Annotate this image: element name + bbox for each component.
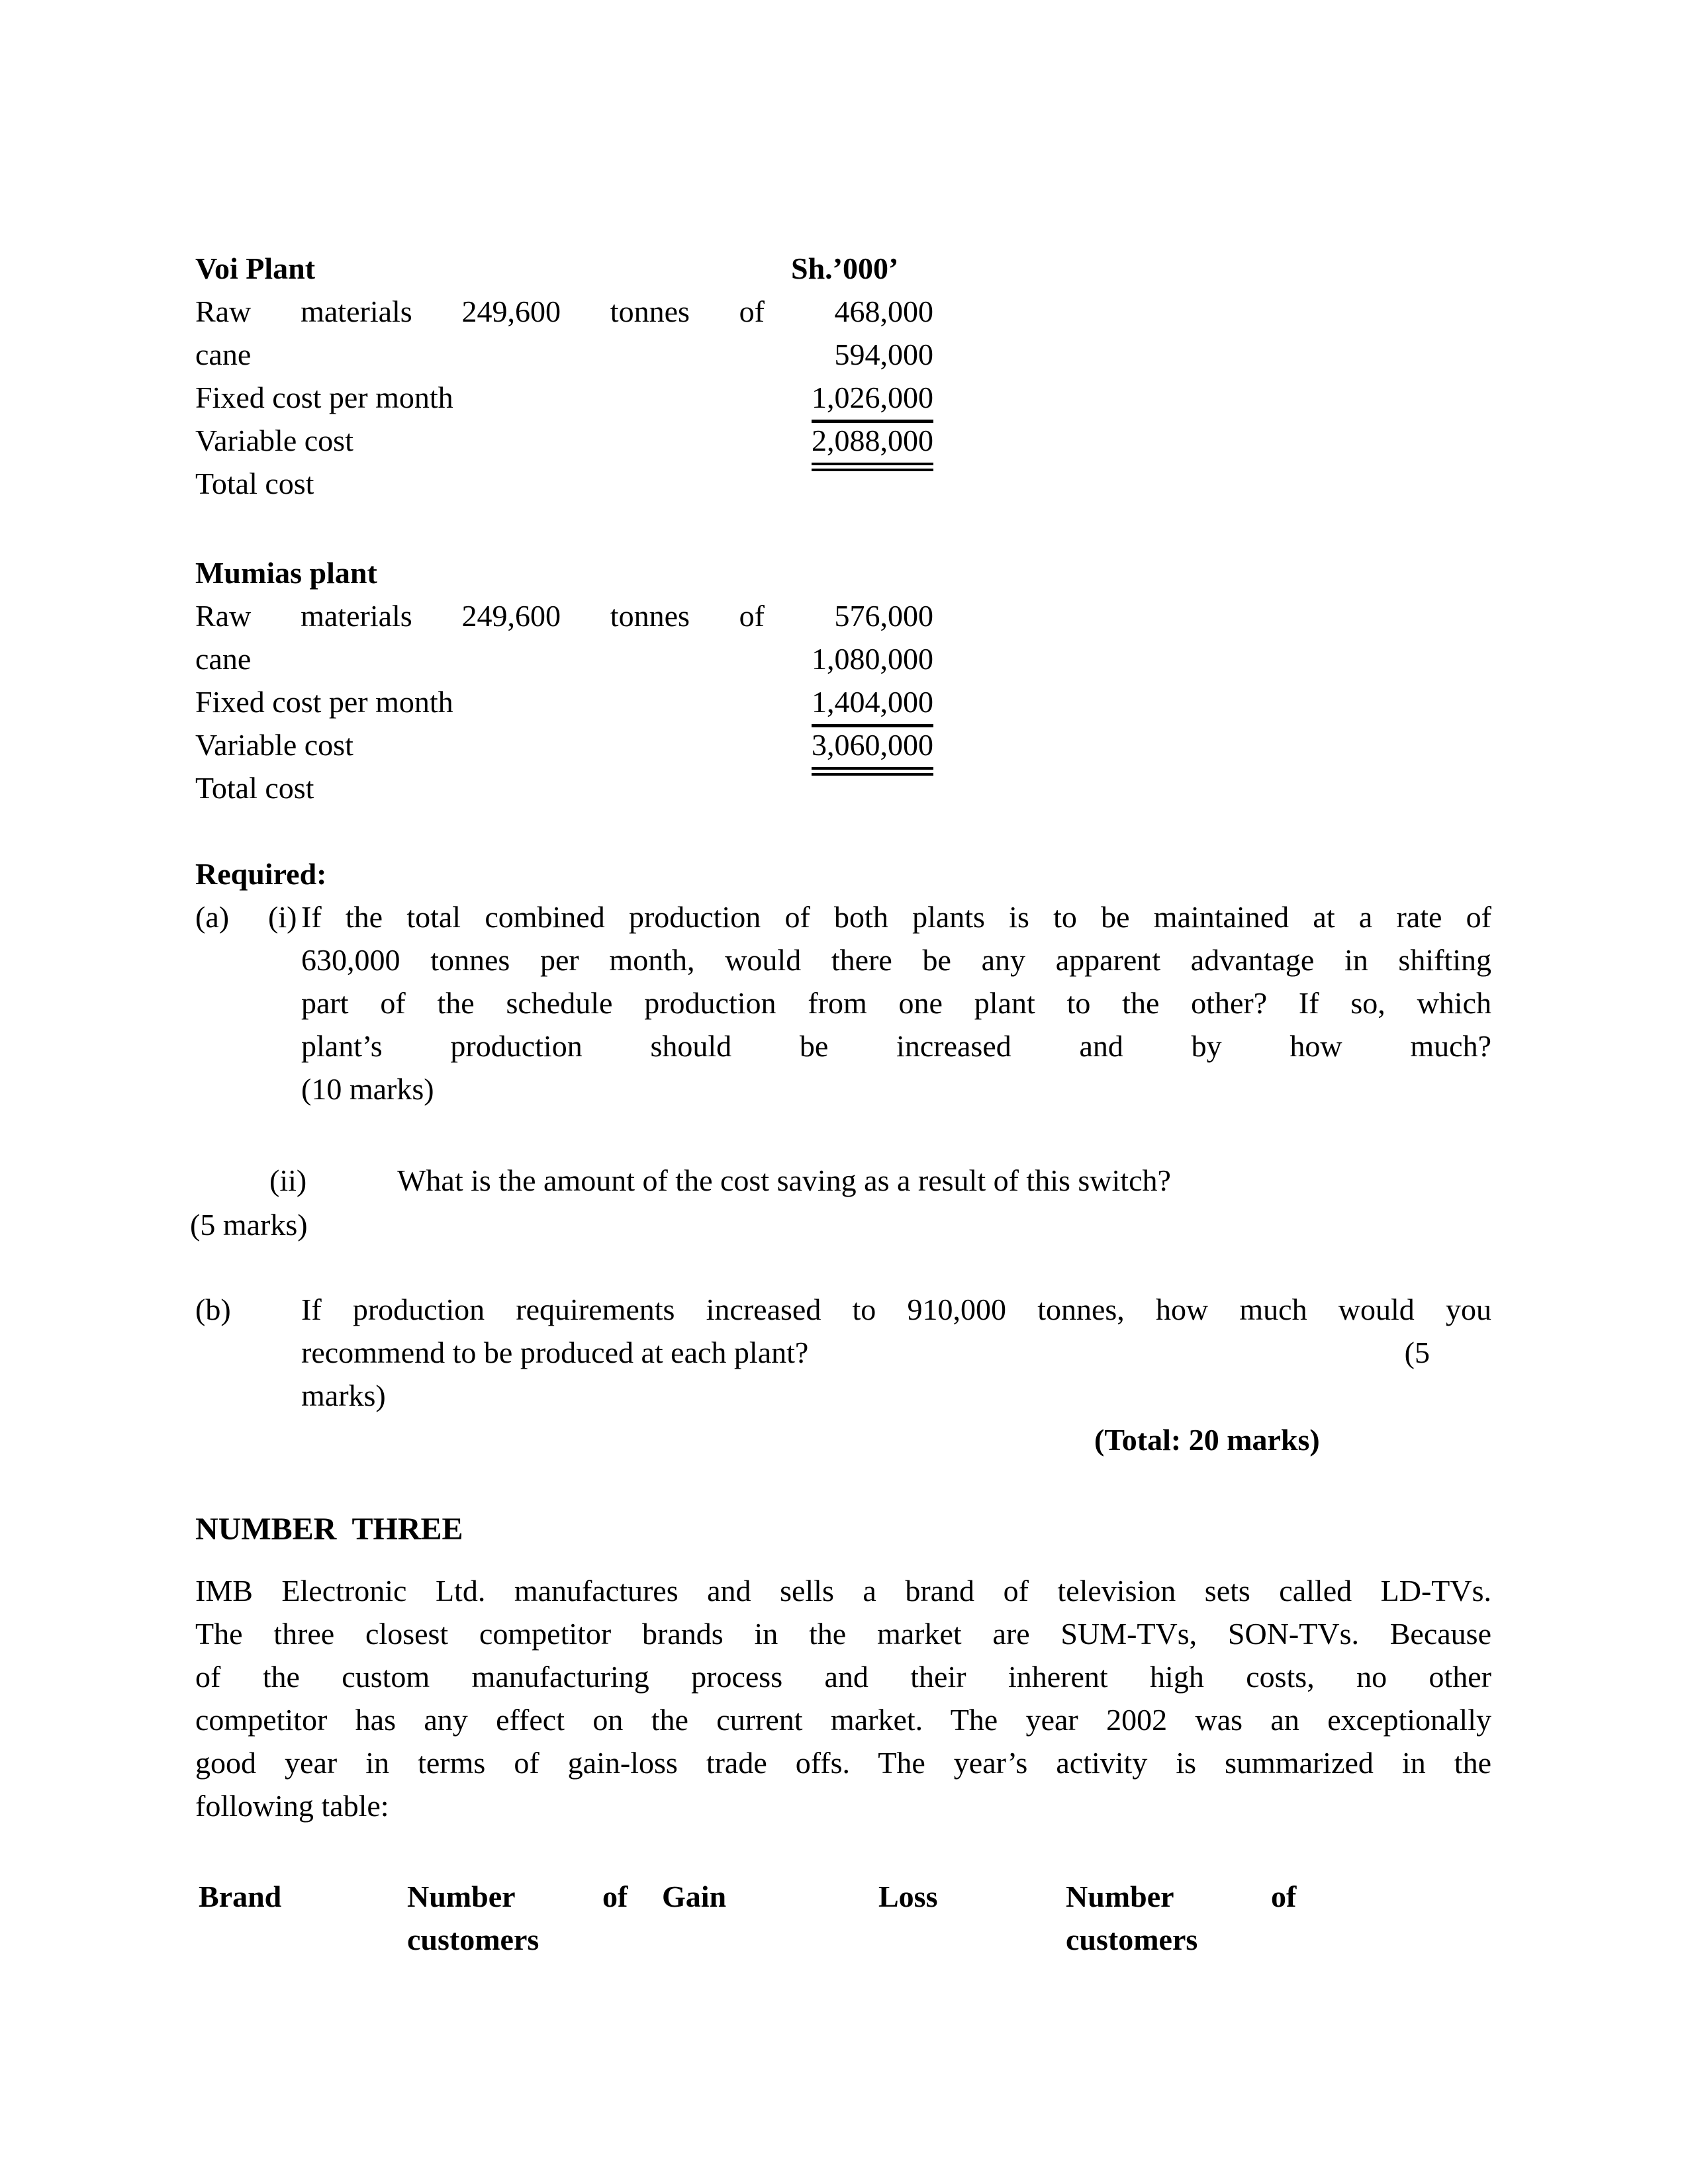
question-b: [195, 1288, 1491, 1417]
underlined-value: 1,404,000: [812, 680, 933, 727]
text-line: If production requirements increased to 910,000 tonnes, how much would you: [301, 1293, 1491, 1326]
cost-label: Variable cost: [195, 424, 353, 457]
underlined-value: 1,026,000: [812, 376, 933, 423]
marker-ii: (ii): [269, 1163, 307, 1197]
cost-value: [765, 419, 933, 462]
mumias-header-row: [195, 551, 1491, 594]
marks-b-open: (5: [1404, 1336, 1430, 1369]
paragraph-line: IMB Electronic Ltd. manufactures and sells a brand of television sets called LD-TVs.: [195, 1574, 1491, 1608]
column-header-customers-2: customers: [1066, 1923, 1198, 1956]
voi-table-title: Voi Plant: [195, 251, 316, 285]
cost-label: Total cost: [195, 467, 314, 500]
voi-header-row: [195, 247, 1491, 290]
marks-ii: (5 marks): [190, 1208, 308, 1242]
cost-label: cane: [195, 338, 252, 371]
column-header-number-1: Number: [407, 1880, 516, 1913]
mumias-table-title: Mumias plant: [195, 556, 377, 590]
column-header-number-2: Number: [1066, 1880, 1174, 1913]
cost-value: [765, 376, 933, 419]
marks-b-close: marks): [301, 1379, 386, 1412]
text-line: 630,000 tonnes per month, would there be any apparent advantage in shifting: [301, 943, 1491, 977]
question-ii-text: What is the amount of the cost saving as a result of this switch?: [397, 1163, 1171, 1197]
cost-value: 1,080,000: [812, 642, 933, 676]
cost-label: cane: [195, 642, 252, 676]
cost-label: Variable cost: [195, 728, 353, 762]
cost-row: [195, 419, 1491, 462]
question-a-i: [195, 895, 1491, 1111]
cost-row: [195, 462, 1491, 505]
cost-row: [195, 376, 1491, 419]
paragraph-line: The three closest competitor brands in the market are SUM-TVs, SON-TVs. Because: [195, 1617, 1491, 1651]
marker-b: (b): [195, 1293, 231, 1326]
text-line: If the total combined production of both plants is to be maintained at a rate of: [301, 900, 1491, 934]
text-line: [301, 1331, 1491, 1374]
column-header-brand: Brand: [199, 1880, 282, 1913]
cost-label: Total cost: [195, 771, 314, 805]
cost-value: 576,000: [834, 599, 933, 633]
question-a-i-text: [301, 895, 1491, 1111]
cost-label: Fixed cost per month: [195, 685, 453, 719]
currency-units-header: Sh.’000’: [791, 251, 899, 285]
question-b-text: [301, 1288, 1491, 1417]
paragraph-line: of the custom manufacturing process and their inherent high costs, no other: [195, 1660, 1491, 1694]
mumias-cost-table: [195, 551, 1491, 809]
cost-row: [195, 290, 1491, 333]
cost-label: Fixed cost per month: [195, 381, 453, 414]
cost-row: [195, 680, 1491, 723]
paragraph-line: competitor has any effect on the current market. The year 2002 was an exceptionally: [195, 1703, 1491, 1737]
voi-cost-table: [195, 247, 1491, 505]
cost-row: [195, 723, 1491, 766]
column-header-of-1: of: [602, 1880, 628, 1913]
brand-table-header: [195, 1875, 1491, 1961]
total-marks: (Total: 20 marks): [1094, 1423, 1320, 1457]
cost-value: [765, 462, 933, 505]
column-header-gain: Gain: [662, 1880, 727, 1913]
text-line: plant’s production should be increased and by how much?: [301, 1029, 1491, 1063]
paragraph-line: good year in terms of gain-loss trade offs. The year’s activity is summarized in the: [195, 1746, 1491, 1780]
cost-value: 594,000: [834, 338, 933, 371]
paragraph-line: following table:: [195, 1789, 389, 1823]
cost-row: [195, 637, 1491, 680]
question-b-line2: recommend to be produced at each plant?: [301, 1336, 809, 1369]
question-ii: [269, 1159, 1566, 1202]
cost-value: 468,000: [834, 295, 933, 328]
cost-row: [195, 594, 1491, 637]
cost-label: Raw materials 249,600 tonnes of: [195, 599, 765, 633]
text-line: part of the schedule production from one plant to the other? If so, which: [301, 986, 1491, 1020]
required-heading: Required:: [195, 857, 327, 891]
double-underlined-value: 2,088,000: [812, 419, 933, 471]
cost-row: [195, 766, 1491, 809]
cost-row: [195, 333, 1491, 376]
column-header-of-2: of: [1271, 1880, 1297, 1913]
marks-a-i: (10 marks): [301, 1072, 434, 1106]
number-three-heading: NUMBER THREE: [195, 1512, 463, 1547]
marker-a: (a): [195, 900, 230, 934]
double-underlined-value: 3,060,000: [812, 723, 933, 776]
column-header-customers-1: customers: [407, 1923, 539, 1956]
marker-i: (i): [268, 900, 297, 934]
number-three-paragraph: [195, 1569, 1491, 1827]
cost-value: [765, 723, 933, 766]
cost-label: Raw materials 249,600 tonnes of: [195, 295, 765, 328]
column-header-loss: Loss: [878, 1880, 938, 1913]
cost-value: [765, 766, 933, 809]
cost-value: [765, 680, 933, 723]
